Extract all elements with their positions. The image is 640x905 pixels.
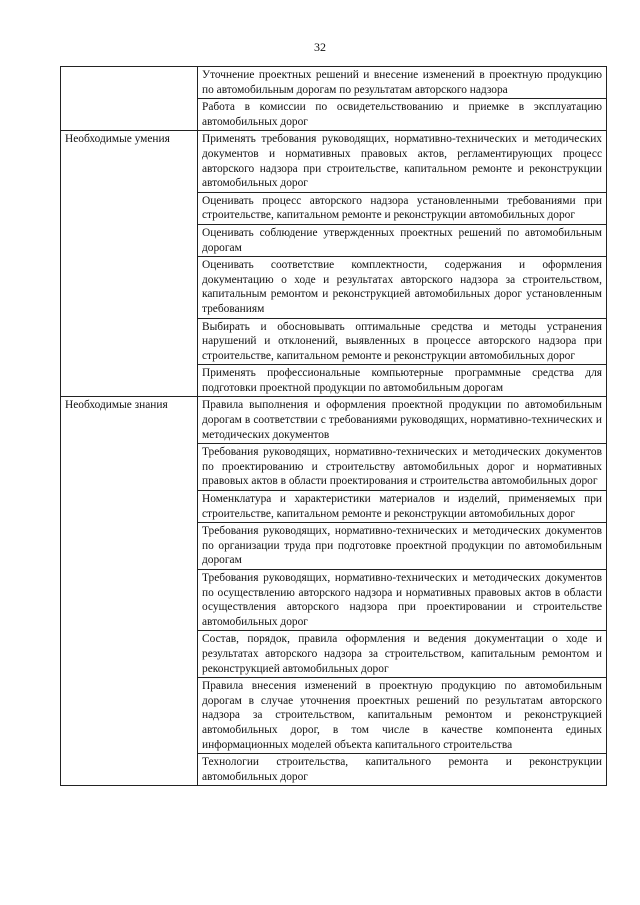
requirement-item: Уточнение проектных решений и внесение изменений в проектную продукцию по автомобильным дорогам по результатам авторского надзора bbox=[198, 67, 607, 99]
requirement-item: Оценивать процесс авторского надзора установленными требованиями при строительстве, капитальном ремонте и реконструкции автомобильных дорог bbox=[198, 192, 607, 224]
table-row bbox=[61, 131, 607, 192]
section-label bbox=[61, 67, 198, 131]
table-row bbox=[61, 67, 607, 99]
requirement-item: Оценивать соответствие комплектности, содержания и оформления документацию о ходе и результатах авторского надзора за строительством, капитальным ремонтом и реконструкцией автомобильных дорог установленным требованиям bbox=[198, 257, 607, 318]
requirement-item: Применять профессиональные компьютерные программные средства для подготовки проектной продукции по автомобильным дорогам bbox=[198, 365, 607, 397]
page-number: 32 bbox=[314, 40, 326, 54]
section-label: Необходимые знания bbox=[61, 397, 198, 786]
requirement-item: Технологии строительства, капитального ремонта и реконструкции автомобильных дорог bbox=[198, 754, 607, 786]
requirement-item: Выбирать и обосновывать оптимальные средства и методы устранения нарушений и отклонений, выявленных в процессе авторского надзора при строительстве, капитальном ремонте и реконструкции автомобильных дорог bbox=[198, 318, 607, 365]
requirement-item: Требования руководящих, нормативно-технических и методических документов по организации труда при подготовке проектной продукции по автомобильным дорогам bbox=[198, 523, 607, 570]
table-row bbox=[61, 397, 607, 444]
requirements-table-body bbox=[61, 67, 607, 786]
requirement-item: Оценивать соблюдение утвержденных проектных решений по автомобильным дорогам bbox=[198, 224, 607, 256]
requirement-item: Правила внесения изменений в проектную продукцию по автомобильным дорогам в случае уточнения проектных решений по результатам авторского надзора за строительством, капитальным ремонтом и реконструкцией автомобильных дорог, в том числе в качестве компонента единых информационных моделей объекта капитального строительства bbox=[198, 678, 607, 754]
section-label: Необходимые умения bbox=[61, 131, 198, 397]
requirement-item: Состав, порядок, правила оформления и ведения документации о ходе и результатах авторского надзора за строительством, капитальным ремонтом и реконструкцией автомобильных дорог bbox=[198, 631, 607, 678]
requirement-item: Требования руководящих, нормативно-технических и методических документов по осуществлению авторского надзора и нормативных правовых актов в области осуществления авторского надзора при проектировании и строительстве автомобильных дорог bbox=[198, 570, 607, 631]
requirement-item: Применять требования руководящих, нормативно-технических и методических документов и нормативных правовых актов, регламентирующих процесс авторского надзора при строительстве, капитальном ремонте и реконструкции автомобильных дорог bbox=[198, 131, 607, 192]
requirements-table bbox=[60, 66, 607, 786]
requirement-item: Требования руководящих, нормативно-технических и методических документов по проектированию и строительству автомобильных дорог и нормативных правовых актов в области проектирования и строительства автомобильных дорог bbox=[198, 444, 607, 491]
requirement-item: Правила выполнения и оформления проектной продукции по автомобильным дорогам в соответствии с требованиями руководящих, нормативно-технических и методических документов bbox=[198, 397, 607, 444]
requirement-item: Работа в комиссии по освидетельствованию и приемке в эксплуатацию автомобильных дорог bbox=[198, 99, 607, 131]
requirement-item: Номенклатура и характеристики материалов и изделий, применяемых при строительстве, капитальном ремонте и реконструкции автомобильных дорог bbox=[198, 491, 607, 523]
